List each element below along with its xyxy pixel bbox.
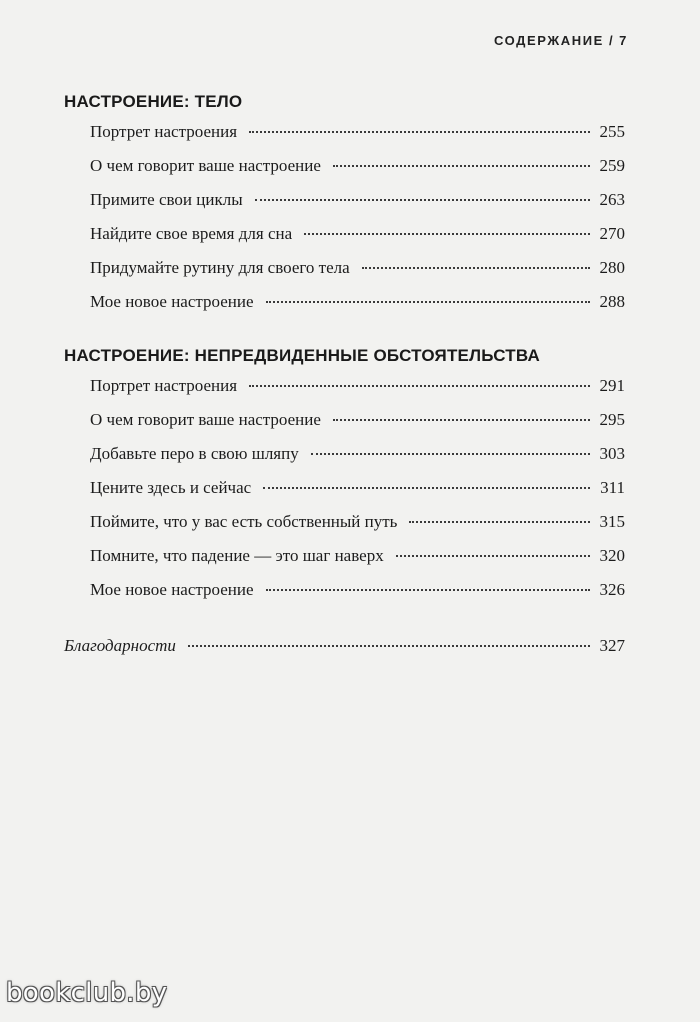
toc-entry[interactable] (90, 122, 625, 148)
toc-entry-title: О чем говорит ваше настроение (90, 410, 321, 429)
toc-entry-page: 263 (599, 190, 625, 209)
toc-entry[interactable] (90, 292, 625, 318)
toc-entry-page: 303 (599, 444, 625, 463)
toc-entry-title: Портрет настроения (90, 122, 238, 141)
toc-entry-title: Мое новое настроение (90, 292, 254, 311)
running-head-separator: / (608, 33, 615, 48)
toc-entry[interactable] (90, 546, 625, 572)
running-title: СОДЕРЖАНИЕ (493, 33, 604, 48)
toc-entry-page: 326 (599, 580, 625, 599)
toc-entry[interactable] (90, 224, 625, 250)
section-title-circumstances: НАСТРОЕНИЕ: НЕПРЕДВИДЕННЫЕ ОБСТОЯТЕЛЬСТВА (64, 346, 540, 365)
dot-leader (362, 267, 590, 269)
toc-entry-page: 280 (599, 258, 625, 277)
dot-leader (266, 589, 590, 591)
section-title-body: НАСТРОЕНИЕ: ТЕЛО (64, 92, 243, 111)
dot-leader (311, 453, 590, 455)
running-head (494, 33, 628, 48)
dot-leader (396, 555, 590, 557)
toc-entry-title: Найдите свое время для сна (90, 224, 293, 243)
toc-entry-title: Придумайте рутину для своего тела (90, 258, 350, 277)
toc-entry-page: 315 (599, 512, 625, 531)
dot-leader (304, 233, 589, 235)
dot-leader (188, 645, 590, 647)
toc-entry-title: Портрет настроения (90, 376, 238, 395)
toc-entry[interactable] (90, 444, 625, 470)
toc-entry[interactable] (90, 478, 625, 504)
dot-leader (266, 301, 590, 303)
dot-leader (333, 165, 590, 167)
toc-entry-title: Мое новое настроение (90, 580, 254, 599)
toc-entry-page: 295 (599, 410, 625, 429)
toc-entry[interactable] (90, 156, 625, 182)
toc-entry-page: 259 (599, 156, 625, 175)
toc-entry-page: 291 (599, 376, 625, 395)
toc-entry-title: Добавьте перо в свою шляпу (90, 444, 299, 463)
toc-entry[interactable] (90, 376, 625, 402)
toc-entry[interactable] (90, 258, 625, 284)
dot-leader (249, 131, 589, 133)
toc-entry-acknowledgments[interactable] (64, 636, 625, 662)
toc-entry-title: Цените здесь и сейчас (90, 478, 252, 497)
toc-entry[interactable] (90, 410, 625, 436)
toc-entry-page: 320 (599, 546, 625, 565)
watermark: bookclub.by (6, 978, 168, 1008)
toc-entry-title: О чем говорит ваше настроение (90, 156, 321, 175)
toc-entry-title: Благодарности (64, 636, 176, 655)
toc-entry-title: Примите свои циклы (90, 190, 243, 209)
toc-entry-page: 255 (599, 122, 625, 141)
page-number: 7 (619, 33, 628, 48)
toc-entry-title: Поймите, что у вас есть собственный путь (90, 512, 398, 531)
dot-leader (249, 385, 589, 387)
toc-entry-page: 327 (599, 636, 625, 655)
toc-entry-page: 311 (600, 478, 625, 497)
toc-entry-page: 288 (599, 292, 625, 311)
dot-leader (255, 199, 590, 201)
dot-leader (333, 419, 590, 421)
toc-entry-page: 270 (599, 224, 625, 243)
toc-entry-title: Помните, что падение — это шаг наверх (90, 546, 384, 565)
dot-leader (263, 487, 590, 489)
toc-entry[interactable] (90, 190, 625, 216)
dot-leader (409, 521, 589, 523)
toc-entry[interactable] (90, 512, 625, 538)
toc-entry[interactable] (90, 580, 625, 606)
